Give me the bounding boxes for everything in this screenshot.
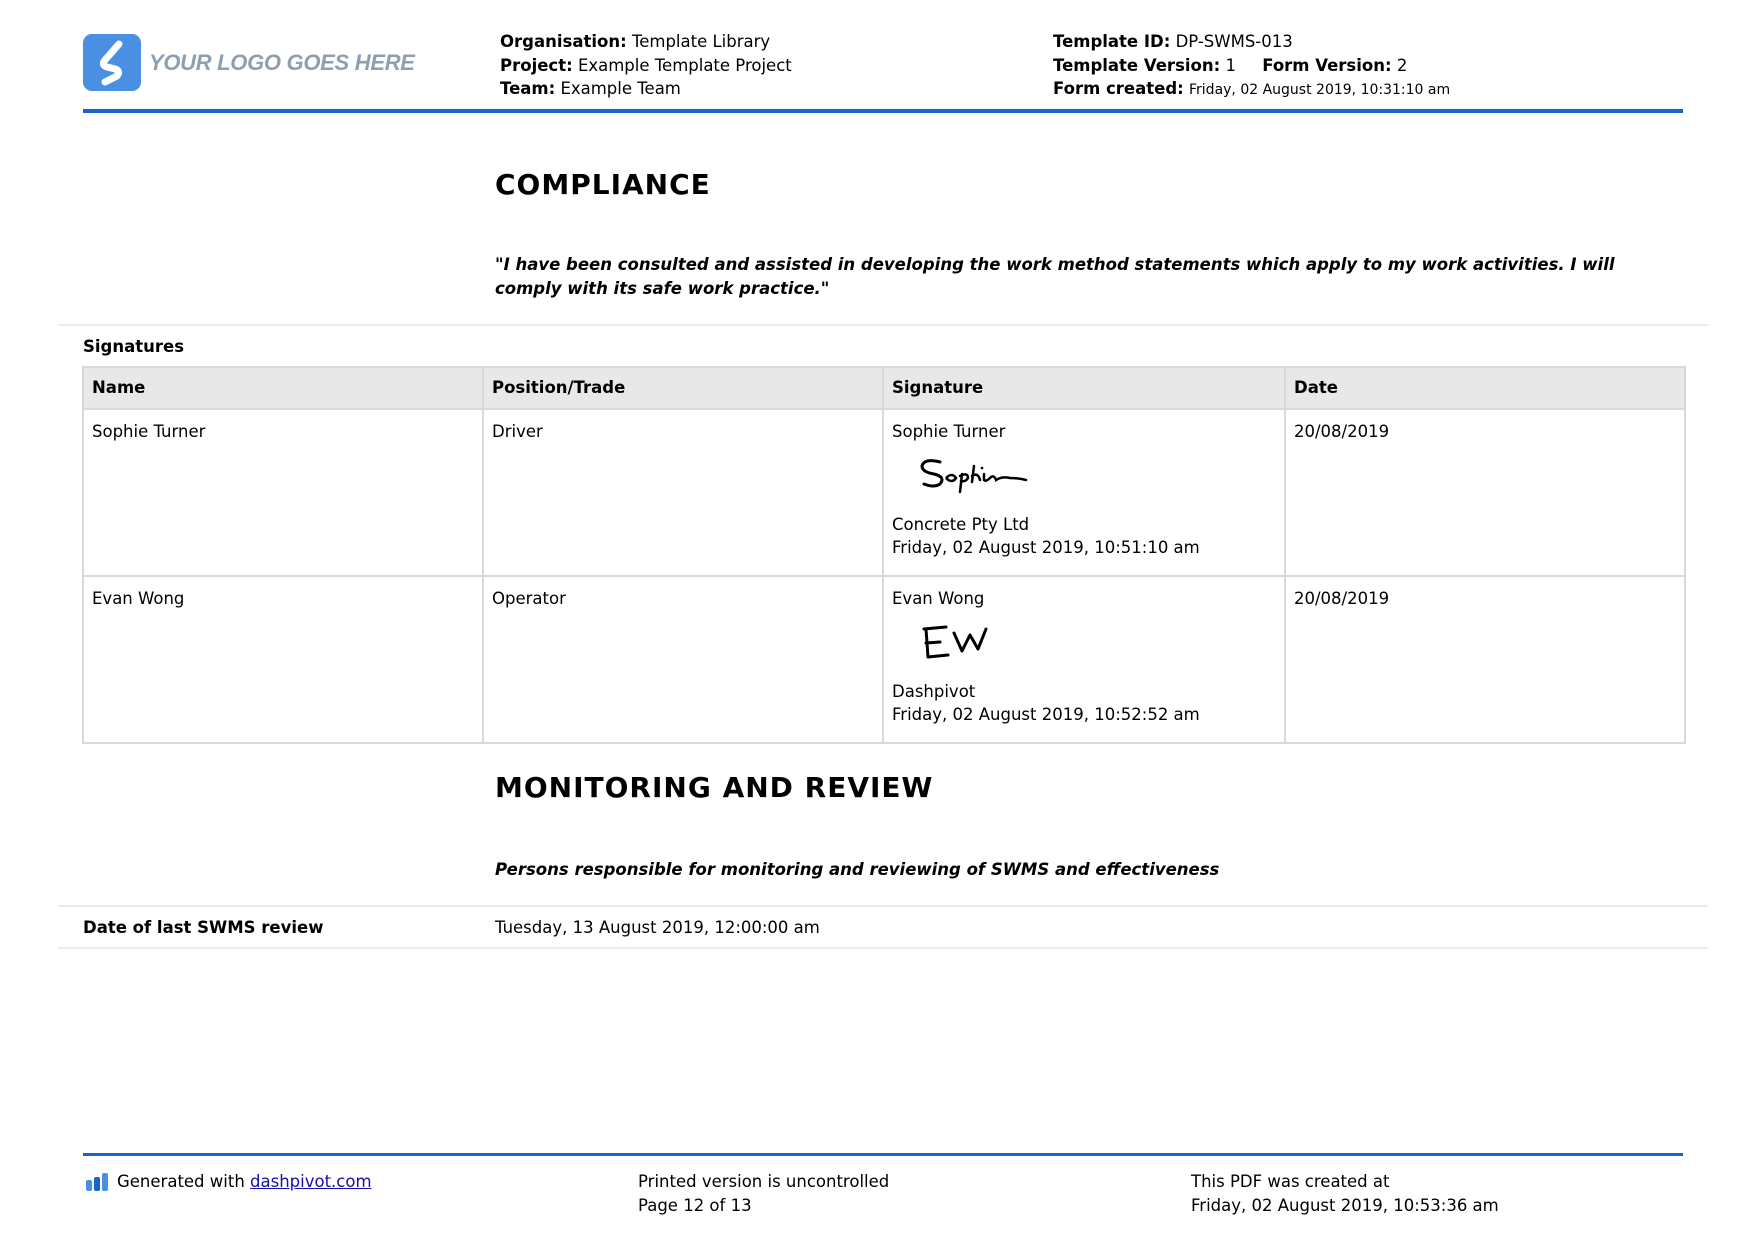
table-row — [83, 409, 1685, 576]
form-created-value: Friday, 02 August 2019, 10:31:10 am — [1189, 82, 1451, 98]
page-header — [83, 30, 1683, 110]
logo-text: YOUR LOGO GOES HERE — [149, 49, 415, 75]
signature-timestamp: Friday, 02 August 2019, 10:52:52 am — [892, 705, 1200, 724]
team-value: Example Team — [560, 79, 681, 98]
compliance-statement: "I have been consulted and assisted in developing the work method statements which apply to my work activities. I will comply with its safe work practice." — [495, 255, 1615, 298]
cell-position: Driver — [483, 409, 883, 576]
signatures-label: Signatures — [83, 337, 185, 356]
organisation-value: Template Library — [631, 32, 771, 51]
cell-signature — [883, 409, 1285, 576]
signer-company: Dashpivot — [892, 681, 976, 701]
dashpivot-link[interactable]: dashpivot.com — [250, 1172, 372, 1191]
header-meta-template — [1053, 30, 1450, 103]
header-meta-project — [500, 30, 792, 101]
cell-signature — [883, 576, 1285, 743]
footer-created — [1191, 1170, 1499, 1217]
section-divider — [58, 947, 1708, 949]
column-header-signature: Signature — [883, 367, 1285, 409]
template-version-value: 1 — [1225, 55, 1236, 75]
cell-date: 20/08/2019 — [1285, 576, 1685, 743]
table-row — [83, 576, 1685, 743]
monitoring-title: MONITORING AND REVIEW — [495, 771, 934, 804]
cell-name: Sophie Turner — [83, 409, 483, 576]
company-logo — [83, 34, 415, 91]
project-value: Example Template Project — [577, 55, 792, 75]
created-timestamp: Friday, 02 August 2019, 10:53:36 am — [1191, 1195, 1499, 1215]
last-review-value: Tuesday, 13 August 2019, 12:00:00 am — [495, 918, 820, 937]
footer-divider — [83, 1153, 1683, 1156]
signature-image — [910, 611, 1276, 680]
signer-company: Concrete Pty Ltd — [892, 514, 1030, 534]
signature-image — [910, 444, 1276, 513]
signatures-table — [82, 366, 1686, 744]
template-version-label: Template Version: — [1053, 55, 1221, 75]
column-header-position: Position/Trade — [483, 367, 883, 409]
dashpivot-icon — [85, 1172, 111, 1192]
table-header-row — [83, 367, 1685, 409]
form-version-value: 2 — [1396, 55, 1408, 75]
cell-position: Operator — [483, 576, 883, 743]
project-label: Project: — [500, 55, 573, 75]
cell-date: 20/08/2019 — [1285, 409, 1685, 576]
footer-generated — [85, 1170, 372, 1194]
section-divider — [58, 905, 1708, 907]
signer-name: Sophie Turner — [892, 422, 1006, 441]
signer-name: Evan Wong — [892, 589, 985, 608]
monitoring-statement: Persons responsible for monitoring and reviewing of SWMS and effectiveness — [495, 860, 1220, 879]
generated-prefix: Generated with — [117, 1172, 251, 1191]
last-review-label: Date of last SWMS review — [83, 918, 324, 937]
column-header-date: Date — [1285, 367, 1685, 409]
page-number: Page 12 of 13 — [638, 1195, 752, 1215]
logo-icon — [83, 34, 141, 91]
signature-timestamp: Friday, 02 August 2019, 10:51:10 am — [892, 538, 1200, 557]
cell-name: Evan Wong — [83, 576, 483, 743]
organisation-label: Organisation: — [500, 32, 627, 51]
section-divider — [58, 324, 1708, 326]
created-label: This PDF was created at — [1191, 1172, 1390, 1191]
header-divider — [83, 109, 1683, 113]
template-id-value: DP-SWMS-013 — [1175, 32, 1293, 51]
footer-page-info — [638, 1170, 889, 1217]
column-header-name: Name — [83, 367, 483, 409]
form-version-label: Form Version: — [1262, 55, 1392, 75]
team-label: Team: — [500, 79, 556, 98]
template-id-label: Template ID: — [1053, 32, 1171, 51]
compliance-title: COMPLIANCE — [495, 168, 711, 201]
form-created-label: Form created: — [1053, 79, 1184, 98]
uncontrolled-notice: Printed version is uncontrolled — [638, 1172, 890, 1191]
